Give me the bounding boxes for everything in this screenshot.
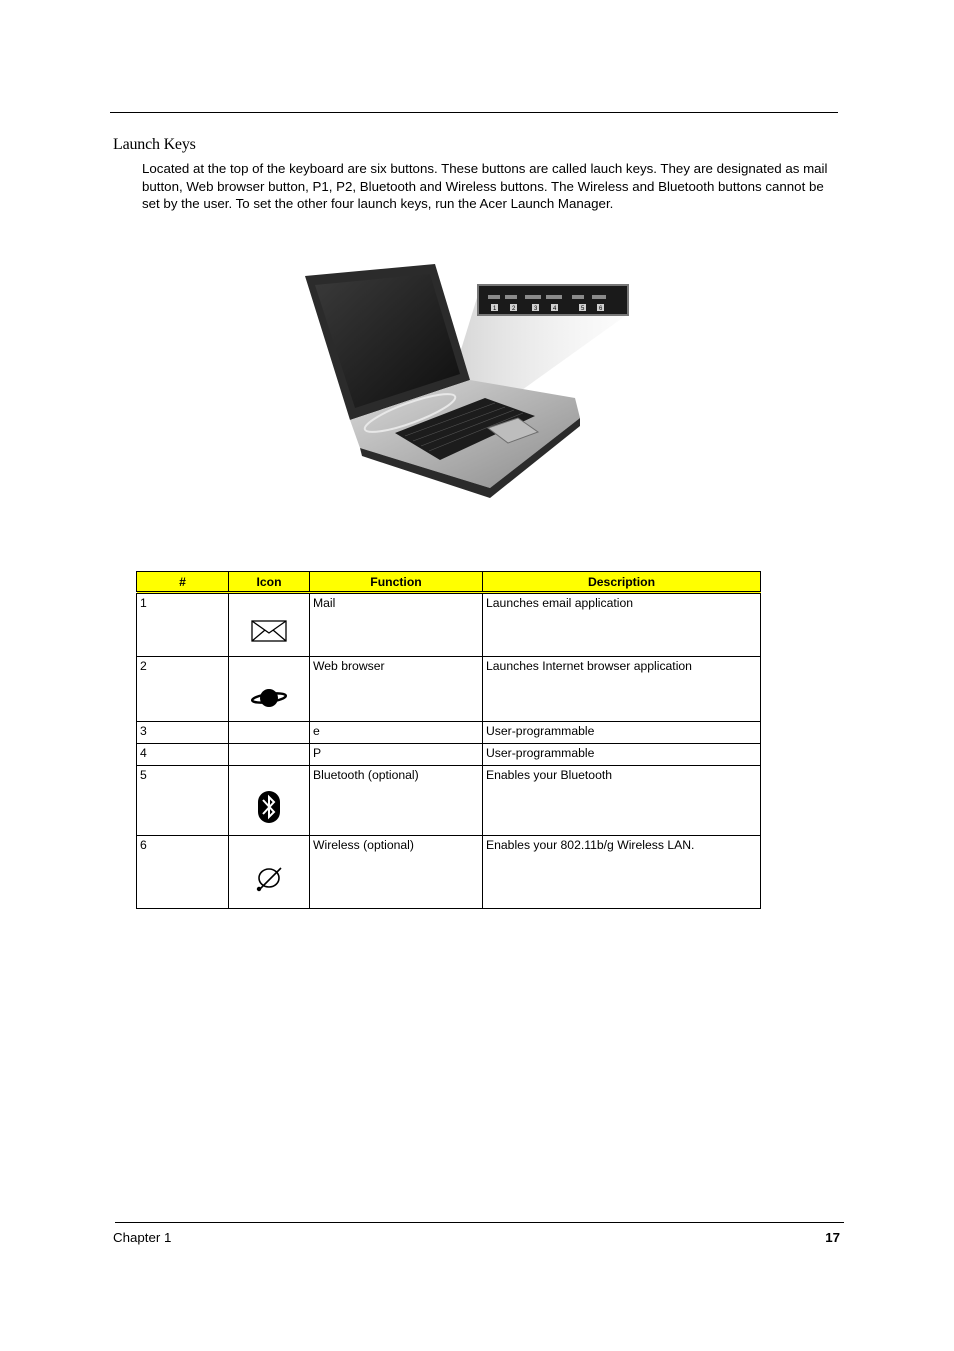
row-icon-cell bbox=[229, 593, 310, 657]
row-description: User-programmable bbox=[483, 722, 761, 744]
key-label-6: 6 bbox=[599, 306, 603, 312]
key-label-5: 5 bbox=[581, 306, 585, 312]
row-description: User-programmable bbox=[483, 744, 761, 766]
header-description: Description bbox=[483, 572, 761, 593]
row-function: e bbox=[310, 722, 483, 744]
header-icon: Icon bbox=[229, 572, 310, 593]
row-number: 4 bbox=[137, 744, 229, 766]
wireless-icon bbox=[229, 866, 309, 895]
intro-paragraph: Located at the top of the keyboard are six buttons. These buttons are called lauch keys. They are designated as mail button, Web browser button, P1, P2, Bluetooth and Wireless buttons. The Wireless and Bluetooth buttons cannot be set by the user. To set the other four launch keys, run the Acer Launch Manager. bbox=[142, 161, 828, 211]
table-row bbox=[137, 722, 761, 744]
section-title: Launch Keys bbox=[113, 136, 196, 153]
table-row bbox=[137, 593, 761, 657]
row-number: 1 bbox=[137, 593, 229, 657]
table-row bbox=[137, 744, 761, 766]
planet-icon bbox=[229, 685, 309, 714]
table-row bbox=[137, 657, 761, 722]
bluetooth-icon bbox=[229, 790, 309, 827]
row-icon-cell bbox=[229, 836, 310, 909]
page-number: 17 bbox=[825, 1230, 840, 1245]
row-function: Web browser bbox=[310, 657, 483, 722]
laptop-figure bbox=[300, 258, 635, 508]
key-label-2: 2 bbox=[512, 306, 516, 312]
row-function: P bbox=[310, 744, 483, 766]
row-description: Launches Internet browser application bbox=[483, 657, 761, 722]
header-function: Function bbox=[310, 572, 483, 593]
envelope-icon bbox=[229, 620, 309, 645]
row-number: 2 bbox=[137, 657, 229, 722]
footer-rule bbox=[115, 1222, 844, 1223]
row-number: 6 bbox=[137, 836, 229, 909]
top-rule bbox=[110, 112, 838, 113]
footer-chapter: Chapter 1 bbox=[113, 1230, 172, 1245]
launch-keys-table bbox=[136, 571, 761, 909]
row-description: Launches email application bbox=[483, 593, 761, 657]
row-icon-cell bbox=[229, 722, 310, 744]
row-function: Mail bbox=[310, 593, 483, 657]
key-label-1: 1 bbox=[493, 306, 497, 312]
table-header-row bbox=[137, 572, 761, 593]
row-icon-cell bbox=[229, 657, 310, 722]
row-function: Bluetooth (optional) bbox=[310, 766, 483, 836]
row-description: Enables your Bluetooth bbox=[483, 766, 761, 836]
row-function: Wireless (optional) bbox=[310, 836, 483, 909]
table-row bbox=[137, 766, 761, 836]
row-description: Enables your 802.11b/g Wireless LAN. bbox=[483, 836, 761, 909]
laptop-illustration bbox=[300, 258, 635, 508]
header-number: # bbox=[137, 572, 229, 593]
row-icon-cell bbox=[229, 744, 310, 766]
row-icon-cell bbox=[229, 766, 310, 836]
row-number: 5 bbox=[137, 766, 229, 836]
row-number: 3 bbox=[137, 722, 229, 744]
key-label-3: 3 bbox=[534, 306, 538, 312]
table-row bbox=[137, 836, 761, 909]
key-label-4: 4 bbox=[553, 306, 557, 312]
